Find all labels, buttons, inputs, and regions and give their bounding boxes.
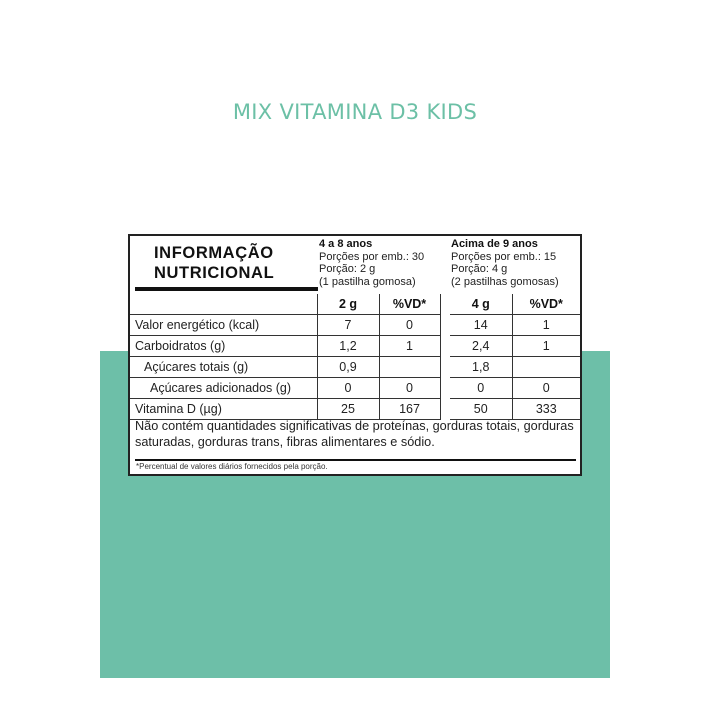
vd-portion-2: 1 <box>512 336 580 357</box>
nutrition-table <box>130 294 580 420</box>
vd-portion-1: 167 <box>379 399 440 420</box>
value-portion-2: 0 <box>450 378 512 399</box>
value-portion-1: 1,2 <box>317 336 379 357</box>
col-header-portion-2: 4 g <box>450 294 512 315</box>
vd-portion-1 <box>379 357 440 378</box>
vd-portion-1: 0 <box>379 378 440 399</box>
portion-description: (2 pastilhas gomosas) <box>451 275 559 288</box>
non-significant-nutrients-note: Não contém quantidades significativas de proteínas, gorduras totais, gorduras saturadas, gorduras trans, fibras alimentares e sódio. <box>135 419 574 449</box>
value-portion-1: 7 <box>317 315 379 336</box>
column-gap <box>440 399 450 420</box>
group-title: 4 a 8 anos <box>319 238 373 250</box>
column-gap <box>440 294 450 315</box>
vd-portion-1: 0 <box>379 315 440 336</box>
nutrition-facts-label <box>128 234 582 476</box>
nutrient-name: Açúcares totais (g) <box>130 357 317 378</box>
nutrient-name: Carboidratos (g) <box>130 336 317 357</box>
portion-size: Porção: 4 g <box>451 263 508 275</box>
column-gap <box>440 378 450 399</box>
value-portion-2: 14 <box>450 315 512 336</box>
value-portion-1: 0,9 <box>317 357 379 378</box>
table-row <box>130 315 580 336</box>
portion-description: (1 pastilha gomosa) <box>319 275 416 288</box>
vd-portion-1: 1 <box>379 336 440 357</box>
table-header-row <box>130 294 580 315</box>
servings-per-package: Porções por emb.: 15 <box>451 250 557 263</box>
vd-portion-2: 0 <box>512 378 580 399</box>
column-gap <box>440 315 450 336</box>
column-gap <box>440 336 450 357</box>
value-portion-1: 0 <box>317 378 379 399</box>
value-portion-2: 50 <box>450 399 512 420</box>
table-row <box>130 399 580 420</box>
product-title: MIX VITAMINA D3 KIDS <box>232 100 478 124</box>
label-heading-line2: NUTRICIONAL <box>154 264 275 282</box>
vd-portion-2: 333 <box>512 399 580 420</box>
vd-portion-2 <box>512 357 580 378</box>
portion-size: Porção: 2 g <box>319 263 376 275</box>
nutrient-name: Vitamina D (µg) <box>130 399 317 420</box>
label-heading-line1: INFORMAÇÃO <box>154 244 274 262</box>
table-row <box>130 378 580 399</box>
nutrient-name: Valor energético (kcal) <box>130 315 317 336</box>
table-row <box>130 357 580 378</box>
nutrient-name: Açúcares adicionados (g) <box>130 378 317 399</box>
table-row <box>130 336 580 357</box>
column-gap <box>440 357 450 378</box>
nutrition-table-wrap <box>130 294 580 420</box>
col-header-vd-2: %VD* <box>512 294 580 315</box>
portion-group-kids-9-plus <box>451 238 581 288</box>
value-portion-2: 2,4 <box>450 336 512 357</box>
portion-group-kids-4-8 <box>319 238 441 288</box>
footnote-rule <box>135 459 576 461</box>
value-portion-2: 1,8 <box>450 357 512 378</box>
vd-portion-2: 1 <box>512 315 580 336</box>
label-heading <box>154 243 324 283</box>
heading-rule <box>135 287 318 291</box>
header-blank <box>130 294 317 315</box>
servings-per-package: Porções por emb.: 30 <box>319 250 425 263</box>
daily-value-footnote: *Percentual de valores diários fornecidos pela porção. <box>136 462 328 471</box>
col-header-vd-1: %VD* <box>379 294 440 315</box>
group-title: Acima de 9 anos <box>451 238 538 250</box>
value-portion-1: 25 <box>317 399 379 420</box>
col-header-portion-1: 2 g <box>317 294 379 315</box>
